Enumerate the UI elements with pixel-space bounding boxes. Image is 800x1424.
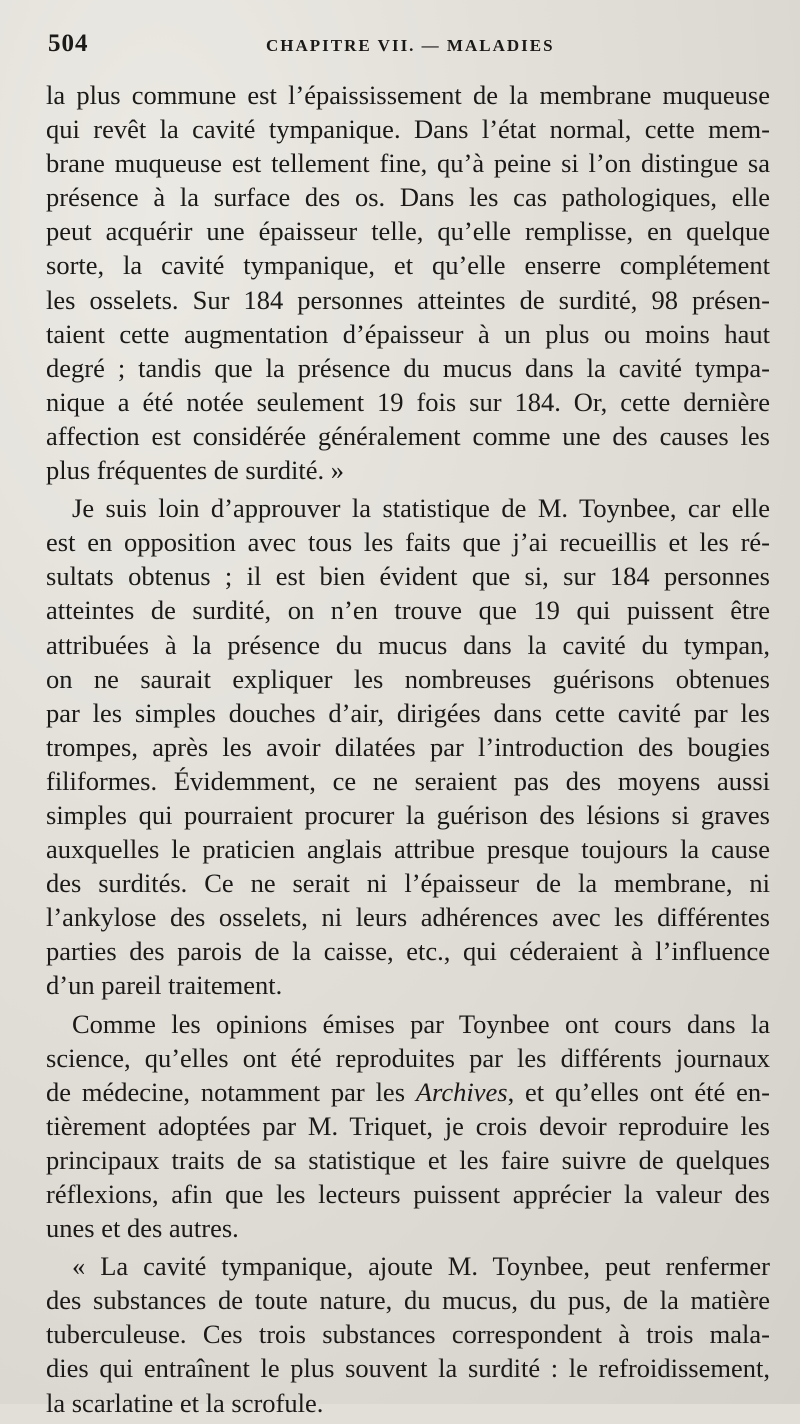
text-line: par les simples douches d’air, dirigées dans cette cavité par les: [46, 697, 770, 728]
text-line: on ne saurait expliquer les nombreuses guérisons obtenues: [46, 663, 770, 694]
text-line: atteintes de surdité, on n’en trouve que 19 qui puissent être: [46, 595, 770, 626]
text-line: sorte, la cavité tympanique, et qu’elle enserre complétement: [46, 250, 770, 281]
text-line: auxquelles le praticien anglais attribue presque toujours la cause: [46, 834, 770, 865]
text-line: qui revêt la cavité tympanique. Dans l’état normal, cette mem-: [46, 114, 770, 145]
text-line: simples qui pourraient procurer la guérison des lésions si graves: [46, 799, 770, 830]
text-line: principaux traits de sa statistique et les faire suivre de quelques: [46, 1144, 770, 1175]
text-line: unes et des autres.: [46, 1213, 239, 1244]
text-line: « La cavité tympanique, ajoute M. Toynbee, peut renfermer: [72, 1251, 770, 1282]
text-line: plus fréquentes de surdité. »: [46, 455, 345, 486]
text-line: sultats obtenus ; il est bien évident que si, sur 184 personnes: [46, 561, 770, 592]
text-line: réflexions, afin que les lecteurs puissent apprécier la valeur des: [46, 1179, 770, 1209]
text-line: les osselets. Sur 184 personnes atteintes de surdité, 98 présen-: [46, 284, 770, 315]
text-segment: , et qu’elles ont été en-: [507, 1076, 770, 1107]
text-line: d’un pareil traitement.: [46, 970, 283, 1001]
text-line: tuberculeuse. Ces trois substances correspondent à trois mala-: [46, 1319, 770, 1350]
text-line: peut acquérir une épaisseur telle, qu’elle remplisse, en quelque: [46, 216, 770, 247]
text-line: Je suis loin d’approuver la statistique de M. Toynbee, car elle: [72, 493, 770, 524]
body-text: [46, 78, 770, 1424]
text-line: brane muqueuse est tellement fine, qu’à peine si l’on distingue sa: [46, 148, 770, 179]
text-line: la plus commune est l’épaississement de la membrane muqueuse: [46, 80, 770, 110]
text-line: des surdités. Ce ne serait ni l’épaisseur de la membrane, ni: [46, 868, 770, 899]
text-line: trompes, après les avoir dilatées par l’introduction des bougies: [46, 731, 770, 762]
journal-title: Archives: [415, 1076, 508, 1107]
page-number: 504: [48, 30, 89, 57]
text-line: filiformes. Évidemment, ce ne seraient pas des moyens aussi: [46, 765, 770, 796]
text-line: la scarlatine et la scrofule.: [46, 1387, 324, 1418]
text-line: nique a été notée seulement 19 fois sur 184. Or, cette dernière: [46, 386, 770, 417]
text-line: présence à la surface des os. Dans les cas pathologiques, elle: [46, 182, 770, 213]
text-line: parties des parois de la caisse, etc., qui céderaient à l’influence: [46, 936, 770, 967]
text-line: taient cette augmentation d’épaisseur à un plus ou moins haut: [46, 318, 770, 349]
paragraph: [46, 78, 770, 487]
text-line: Comme les opinions émises par Toynbee ont cours dans la: [72, 1008, 770, 1039]
paragraph: [46, 1007, 770, 1246]
text-line: degré ; tandis que la présence du mucus dans la cavité tympa-: [46, 352, 770, 383]
text-line: l’ankylose des osselets, ni leurs adhérences avec les différentes: [46, 902, 770, 933]
text-line: affection est considérée généralement comme une des causes les: [46, 420, 770, 451]
text-line: tièrement adoptées par M. Triquet, je crois devoir reproduire les: [46, 1110, 770, 1141]
text-segment: de médecine, notamment par les: [46, 1076, 416, 1107]
text-line: est en opposition avec tous les faits que j’ai recueillis et les ré-: [46, 527, 770, 558]
running-head: CHAPITRE VII. — MALADIES: [266, 36, 555, 55]
text-line: [46, 1075, 770, 1109]
text-line: dies qui entraînent le plus souvent la surdité : le refroidissement,: [46, 1353, 770, 1384]
paragraph: [46, 1249, 770, 1419]
text-line: attribuées à la présence du mucus dans la cavité du tympan,: [46, 629, 770, 660]
paragraph: [46, 491, 770, 1002]
text-line: des substances de toute nature, du mucus, du pus, de la matière: [46, 1285, 770, 1316]
text-line: science, qu’elles ont été reproduites par les différents journaux: [46, 1042, 770, 1073]
page-header: [48, 30, 766, 64]
